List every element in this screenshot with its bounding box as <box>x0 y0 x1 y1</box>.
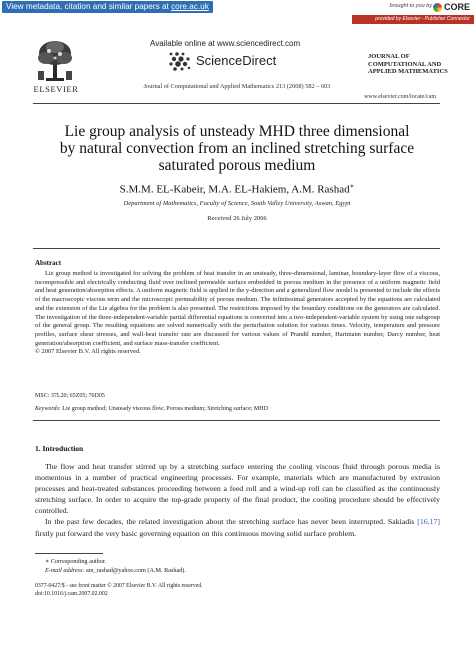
header-rule <box>33 103 440 104</box>
intro-paragraph <box>35 516 440 538</box>
abstract-top-rule <box>33 248 440 249</box>
core-link-prefix: View metadata, citation and similar papers at <box>6 2 172 11</box>
received-date: Received 26 July 2006 <box>207 215 267 222</box>
author-affiliation: Department of Mathematics, Faculty of Science, South Valley University, Aswan, Egypt <box>123 200 351 207</box>
sciencedirect-wordmark: ScienceDirect <box>196 53 277 68</box>
keywords-list: Lie group method; Unsteady viscous flow; Porous medium; Stretching surface; MHD <box>62 406 268 412</box>
core-banner <box>0 0 474 14</box>
doi-line[interactable]: doi:10.1016/j.cam.2007.02.002 <box>35 591 108 597</box>
journal-url[interactable]: www.elsevier.com/locate/cam <box>364 94 436 100</box>
abstract-bottom-rule <box>33 420 440 421</box>
email-note <box>45 567 186 574</box>
article-title <box>40 123 434 174</box>
email-address[interactable]: am_rashad@yahoo.com (A.M. Rashad). <box>86 567 186 574</box>
core-metadata-link[interactable] <box>2 1 213 13</box>
msc-codes: MSC: 37L20; 65Z05; 76D05 <box>35 393 105 399</box>
footnote-rule <box>35 553 103 554</box>
journal-name-line: COMPUTATIONAL AND <box>368 60 442 68</box>
provided-by-bar[interactable]: provided by Elsevier - Publisher Connector <box>352 15 474 24</box>
core-logo-icon <box>433 3 442 12</box>
abstract-copyright: © 2007 Elsevier B.V. All rights reserved. <box>35 348 141 356</box>
keywords-label: Keywords: <box>35 406 61 412</box>
journal-name-line: JOURNAL OF <box>368 53 410 60</box>
citation-link[interactable]: [16,17] <box>417 517 440 527</box>
abstract-body <box>35 270 440 357</box>
author-footnote-mark[interactable]: ∗ <box>349 182 355 190</box>
authors-names: S.M.M. EL-Kabeir, M.A. EL-Hakiem, A.M. Rashad <box>119 183 350 196</box>
abstract-text: Lie group method is investigated for solving the problem of heat transfer in an unsteady, three-dimensional, laminar, boundary-layer flow of a viscous, incompressible and electrically conducting fluid over inclined permeable surface embedded in porous medium in the presence of a uniform magnetic field and heat generation/absorption effects. A uniform magnetic field is applied in the y-direction and a generalized flow model is presented to include the effects of the macroscopic viscous term and the microscopic permeability of porous medium. The infinitesimal generators accepted by the equations are calculated and the extension of the Lie algebra for the problem is also presented. The restrictions imposed by the boundary conditions on the generators are calculated. The investigation of the three-independent-variable partial differential equations is converted into a two-independent-variable system by using one subgroup of the general group. The resulting equations are solved numerically with the perturbation solution for various times. Velocity, temperature and pressure profiles, surface shear stresses, and wall-heat transfer rate are discussed for various values of Prandtl number, Hartmann number, Darcy number, heat generation/absorption coefficient, and surface mass-transfer coefficient. <box>35 270 440 347</box>
core-logo-label: CORE <box>443 2 470 12</box>
journal-citation: Journal of Computational and Applied Mathematics 213 (2008) 582 – 603 <box>143 83 331 90</box>
title-line: saturated porous medium <box>158 157 316 174</box>
journal-name-line: APPLIED MATHEMATICS <box>368 68 448 75</box>
issn-line: 0377-0427/$ - see front matter © 2007 Elsevier B.V. All rights reserved. <box>35 583 203 589</box>
intro-text: firstly put forward the very basic governing equation on this continuous moving solid surface problem. <box>35 528 357 538</box>
core-link-site: core.ac.uk <box>171 2 209 11</box>
introduction-body <box>35 461 440 539</box>
title-line: Lie group analysis of unsteady MHD three dimensional <box>64 123 410 140</box>
email-label: E-mail address: <box>45 567 85 574</box>
core-brought-by: brought to you by <box>389 3 432 9</box>
intro-text: In the past few decades, the related investigation about the stretching surface has never been interrupted. Sakiadis <box>45 517 418 527</box>
keywords <box>35 406 268 412</box>
available-online-text: Available online at www.sciencedirect.com <box>150 39 301 48</box>
elsevier-tree-logo-icon <box>32 38 78 84</box>
intro-paragraph: The flow and heat transfer stirred up by a stretching surface entering the cooling viscous fluid through porous media is momentous in a number of practical engineering processes. For example, materials which are manufactured by extrusion processes and heat-treated substances proceeding between a feed roll and a wind-up roll can be classified as the continuously stretching surface. In order to acquire the top-grade property of the final product, the cooling procedure should be effectively controlled. <box>35 462 440 516</box>
sciencedirect-dots-icon <box>167 51 193 73</box>
article-authors <box>0 182 474 196</box>
journal-name <box>368 53 458 76</box>
publisher-name: ELSEVIER <box>33 84 79 94</box>
title-line: by natural convection from an inclined stretching surface <box>59 140 415 157</box>
core-logo[interactable] <box>433 1 470 13</box>
corresponding-author-note: ∗ Corresponding author. <box>45 558 107 565</box>
abstract-heading: Abstract <box>35 259 62 267</box>
section-heading-introduction: 1. Introduction <box>35 444 84 453</box>
